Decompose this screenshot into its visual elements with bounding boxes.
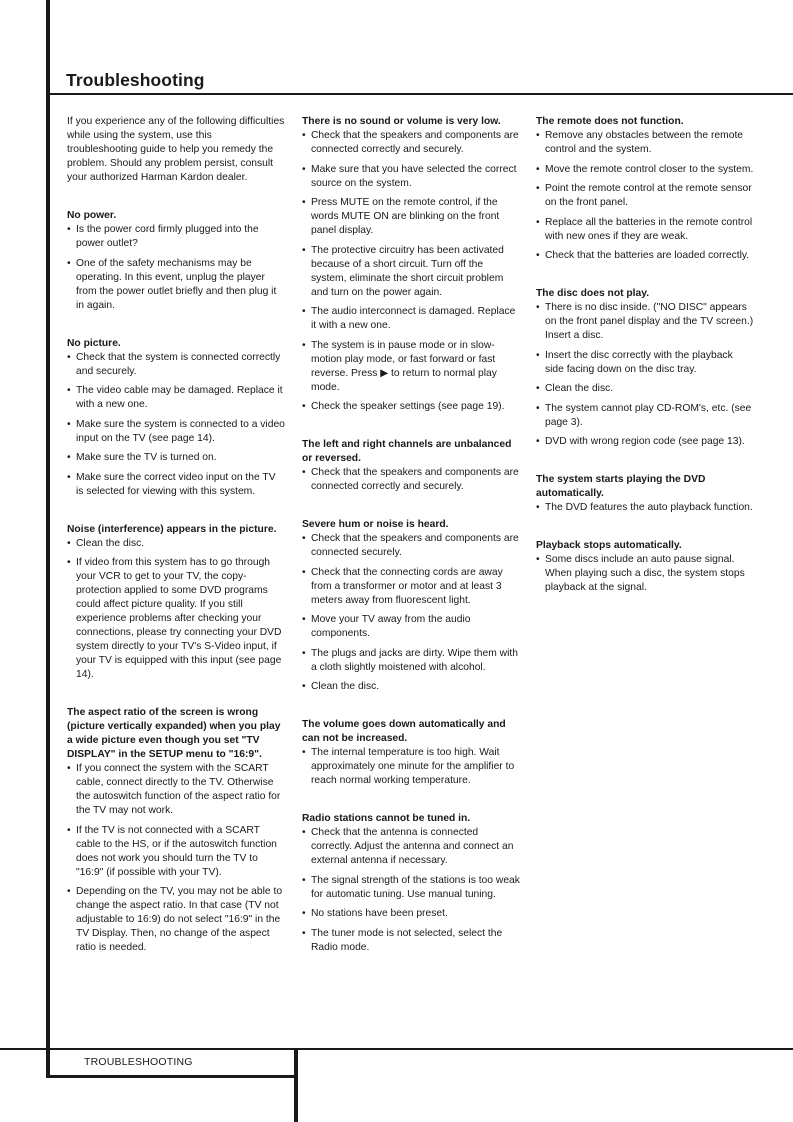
bullet-item: • The tuner mode is not selected, select the Radio mode. [302, 927, 520, 955]
bullet-item: • The audio interconnect is damaged. Replace it with a new one. [302, 305, 520, 333]
bullet-list [302, 746, 520, 788]
section-heading: The system starts playing the DVD automatically. [536, 474, 706, 499]
bullet-list [536, 129, 754, 263]
bullet-item: • Check that the system is connected correctly and securely. [67, 351, 285, 379]
bullet-list [302, 532, 520, 694]
troubleshooting-section [302, 518, 520, 694]
bullet-item: • The protective circuitry has been activated because of a short circuit. Turn off the system, eliminate the short circuit problem and turn on the power again. [302, 244, 520, 300]
section-heading: The aspect ratio of the screen is wrong (picture vertically expanded) when you play a wide picture even though you set "TV DISPLAY" in the SETUP menu to "16:9". [67, 707, 281, 760]
bullet-item: • Make sure the system is connected to a video input on the TV (see page 14). [67, 418, 285, 446]
troubleshooting-section [536, 115, 754, 263]
bullet-item: • Move the remote control closer to the system. [536, 163, 754, 177]
bullet-list [67, 762, 285, 955]
bullet-item: • Make sure that you have selected the correct source on the system. [302, 163, 520, 191]
bullet-item: • Depending on the TV, you may not be able to change the aspect ratio. In that case (TV not adjustable to 16:9) do not select "16:9" in the TV Display. Then, no change of the aspect ratio is needed. [67, 885, 285, 955]
bullet-list [536, 301, 754, 449]
troubleshooting-section [536, 473, 754, 515]
bullet-list [536, 553, 754, 595]
bullet-item: • Check that the speakers and components are connected securely. [302, 532, 520, 560]
bullet-item: • No stations have been preset. [302, 907, 520, 921]
bullet-item: • Is the power cord firmly plugged into the power outlet? [67, 223, 285, 251]
bullet-list [536, 501, 754, 515]
bullet-item: • One of the safety mechanisms may be operating. In this event, unplug the player from the power outlet briefly and then plug it in again. [67, 257, 285, 313]
bullet-item: • Some discs include an auto pause signal. When playing such a disc, the system stops playback at the signal. [536, 553, 754, 595]
bullet-list [67, 223, 285, 313]
troubleshooting-section [302, 438, 520, 494]
bullet-item: • Clean the disc. [302, 680, 520, 694]
footer-section-label: TROUBLESHOOTING [84, 1056, 193, 1068]
section-heading: The remote does not function. [536, 116, 684, 127]
bullet-item: • If the TV is not connected with a SCART cable to the HS, or if the autoswitch function does not work you should turn the TV to "16:9" (if possible with your TV). [67, 824, 285, 880]
bullet-item: • Remove any obstacles between the remote control and the system. [536, 129, 754, 157]
column-2-sections [302, 115, 520, 955]
troubleshooting-section [536, 287, 754, 449]
column-3 [536, 115, 754, 619]
bullet-item: • The plugs and jacks are dirty. Wipe them with a cloth slightly moistened with alcohol. [302, 647, 520, 675]
section-heading: No power. [67, 210, 117, 221]
section-heading: Radio stations cannot be tuned in. [302, 813, 471, 824]
bullet-item: • Insert the disc correctly with the playback side facing down on the disc tray. [536, 349, 754, 377]
bullet-list [67, 351, 285, 499]
title-underline-rule [46, 93, 793, 95]
bullet-item: • Replace all the batteries in the remote control with new ones if they are weak. [536, 216, 754, 244]
bullet-item: • If you connect the system with the SCART cable, connect directly to the TV. Otherwise the autoswitch function of the aspect ratio for the TV may not work. [67, 762, 285, 818]
section-heading: There is no sound or volume is very low. [302, 116, 501, 127]
bullet-list [67, 537, 285, 683]
bullet-item: • There is no disc inside. ("NO DISC" appears on the front panel display and the TV screen.) Insert a disc. [536, 301, 754, 343]
column-2 [302, 115, 520, 979]
bullet-item: • Point the remote control at the remote sensor on the front panel. [536, 182, 754, 210]
bullet-item: • Check that the speakers and components are connected correctly and securely. [302, 129, 520, 157]
footer-divider-rule [294, 1048, 298, 1122]
bullet-item: • The signal strength of the stations is too weak for automatic tuning. Use manual tuning. [302, 874, 520, 902]
troubleshooting-section [302, 718, 520, 788]
footer-underline-rule [46, 1075, 297, 1078]
bullet-item: • Check the speaker settings (see page 19). [302, 400, 520, 414]
bullet-item: • The DVD features the auto playback function. [536, 501, 754, 515]
bullet-item: • Clean the disc. [67, 537, 285, 551]
section-heading: The disc does not play. [536, 288, 650, 299]
bullet-item: • Make sure the TV is turned on. [67, 451, 285, 465]
section-heading: Noise (interference) appears in the picture. [67, 523, 277, 535]
section-heading: Playback stops automatically. [536, 540, 682, 551]
bullet-item: • Check that the connecting cords are away from a transformer or motor and at least 3 meters away from fluorescent light. [302, 566, 520, 608]
page-title: Troubleshooting [66, 70, 205, 90]
bullet-list [302, 466, 520, 494]
column-1-sections [67, 209, 285, 955]
bullet-item: • Move your TV away from the audio components. [302, 613, 520, 641]
footer-top-rule [0, 1048, 793, 1050]
column-1 [67, 115, 285, 979]
section-heading: Severe hum or noise is heard. [302, 519, 449, 530]
troubleshooting-section [536, 539, 754, 595]
bullet-item: • The video cable may be damaged. Replace it with a new one. [67, 384, 285, 412]
bullet-item: • If video from this system has to go through your VCR to get to your TV, the copy-protection applied to some DVD programs could affect picture quality. If you still experience problems after checking your connections, please try connecting your DVD system directly to your TV's S-Video input, if your TV is equipped with this input (see page 14). [67, 556, 285, 682]
column-3-sections [536, 115, 754, 595]
section-heading: No picture. [67, 337, 121, 349]
troubleshooting-section [67, 706, 285, 955]
bullet-item: • Check that the antenna is connected correctly. Adjust the antenna and connect an external antenna if necessary. [302, 826, 520, 868]
bullet-item: • Make sure the correct video input on the TV is selected for viewing with this system. [67, 471, 285, 499]
section-heading: The volume goes down automatically and can not be increased. [302, 719, 506, 744]
troubleshooting-section [67, 523, 285, 683]
bullet-item: • Check that the batteries are loaded correctly. [536, 249, 754, 263]
bullet-list [302, 826, 520, 955]
bullet-item: • Press MUTE on the remote control, if the words MUTE ON are blinking on the front panel display. [302, 196, 520, 238]
troubleshooting-section [67, 209, 285, 313]
bullet-item: • The system cannot play CD-ROM's, etc. (see page 3). [536, 402, 754, 430]
bullet-list [302, 129, 520, 414]
troubleshooting-section [302, 812, 520, 955]
bullet-item: • Clean the disc. [536, 382, 754, 396]
bullet-item: • The system is in pause mode or in slow-motion play mode, or fast forward or fast reverse. Press ▶ to return to normal play mode. [302, 339, 520, 395]
bullet-item: • DVD with wrong region code (see page 13). [536, 435, 754, 449]
left-margin-rule [46, 0, 50, 1078]
troubleshooting-section [67, 337, 285, 499]
troubleshooting-section [302, 115, 520, 414]
intro-paragraph: If you experience any of the following difficulties while using the system, use this troubleshooting guide to help you remedy the problem. Should any problem persist, consult your authorized Harman Kardon dealer. [67, 116, 285, 183]
bullet-item: • Check that the speakers and components are connected correctly and securely. [302, 466, 520, 494]
bullet-item: • The internal temperature is too high. Wait approximately one minute for the amplifier to reach normal working temperature. [302, 746, 520, 788]
section-heading: The left and right channels are unbalanced or reversed. [302, 439, 512, 464]
